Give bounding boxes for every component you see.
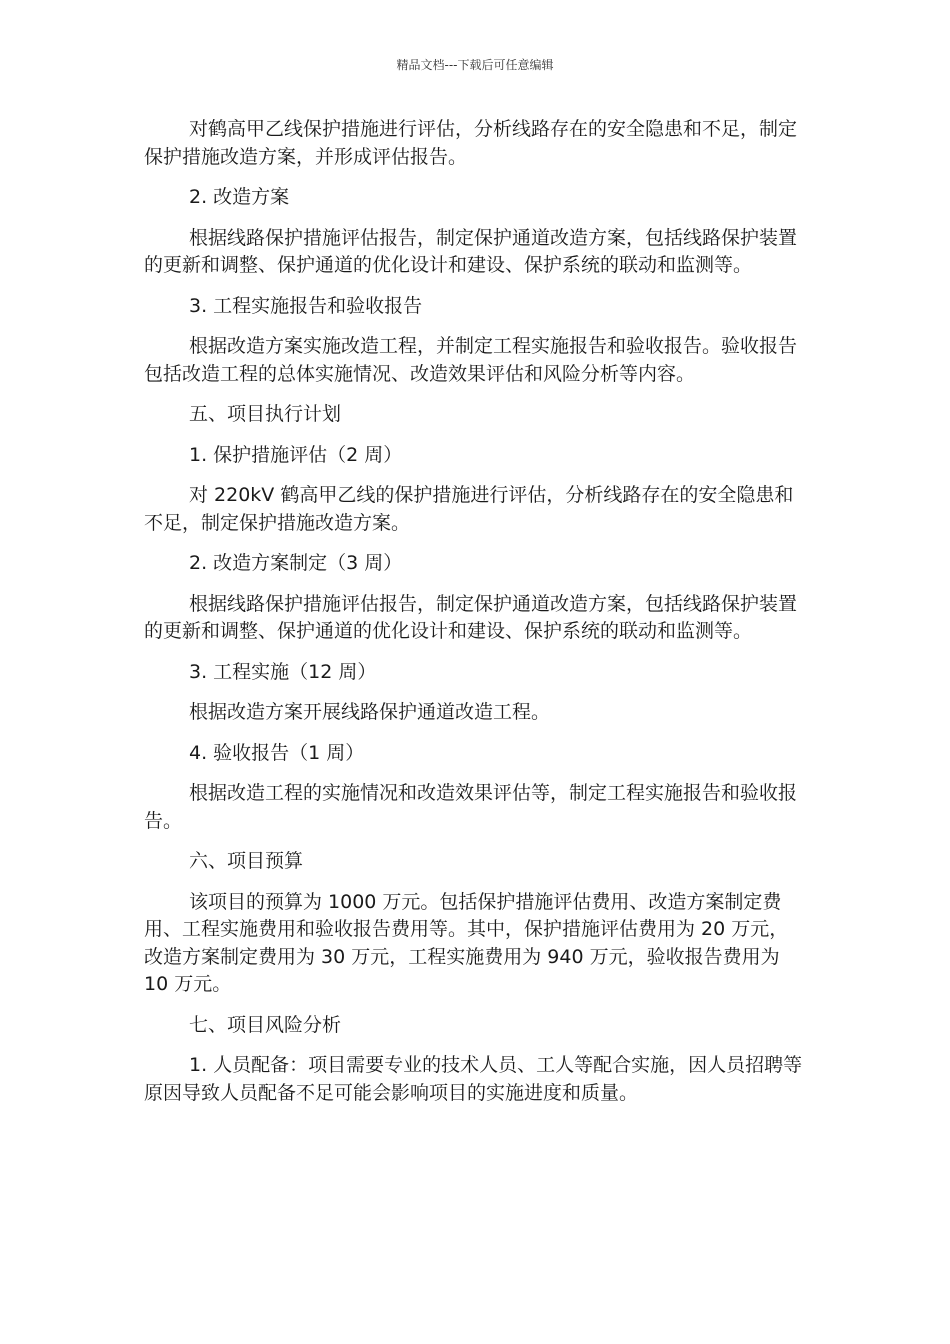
document-body — [144, 116, 806, 1120]
paragraph: 根据改造工程的实施情况和改造效果评估等，制定工程实施报告和验收报告。 — [144, 782, 798, 832]
paragraph: 该项目的预算为 1000 万元。包括保护措施评估费用、改造方案制定费用、工程实施费用和验收报告费用等。其中，保护措施评估费用为 20 万元，改造方案制定费用为 30 万元，工程实施费用为 940 万元，验收报告费用为 10 万元。 — [144, 890, 789, 995]
section-heading: 七、项目风险分析 — [189, 1013, 342, 1036]
paragraph: 对 220kV 鹤高甲乙线的保护措施进行评估，分析线路存在的安全隐患和不足，制定保护措施改造方案。 — [144, 484, 794, 534]
section-heading: 4. 验收报告（1 周） — [189, 741, 365, 764]
section-heading: 1. 保护措施评估（2 周） — [189, 443, 403, 466]
section-heading: 六、项目预算 — [189, 850, 304, 872]
paragraph: 1. 人员配备：项目需要专业的技术人员、工人等配合实施，因人员招聘等原因导致人员配备不足可能会影响项目的实施进度和质量。 — [144, 1054, 803, 1104]
section-heading: 2. 改造方案制定（3 周） — [189, 552, 403, 574]
paragraph: 对鹤高甲乙线保护措施进行评估，分析线路存在的安全隐患和不足，制定保护措施改造方案，并形成评估报告。 — [144, 118, 798, 168]
section-heading: 3. 工程实施（12 周） — [189, 660, 377, 683]
paragraph: 根据改造方案开展线路保护通道改造工程。 — [189, 701, 551, 723]
page-header: 精品文档---下载后可任意编辑 — [396, 58, 554, 72]
section-heading: 2. 改造方案 — [189, 186, 290, 208]
paragraph: 根据线路保护措施评估报告，制定保护通道改造方案，包括线路保护装置的更新和调整、保护通道的优化设计和建设、保护系统的联动和监测等。 — [144, 592, 798, 642]
section-heading: 3. 工程实施报告和验收报告 — [189, 294, 423, 317]
section-heading: 五、项目执行计划 — [189, 403, 342, 425]
paragraph: 根据改造方案实施改造工程，并制定工程实施报告和验收报告。验收报告包括改造工程的总体实施情况、改造效果评估和风险分析等内容。 — [144, 335, 798, 385]
paragraph: 根据线路保护措施评估报告，制定保护通道改造方案，包括线路保护装置的更新和调整、保护通道的优化设计和建设、保护系统的联动和监测等。 — [144, 226, 798, 276]
